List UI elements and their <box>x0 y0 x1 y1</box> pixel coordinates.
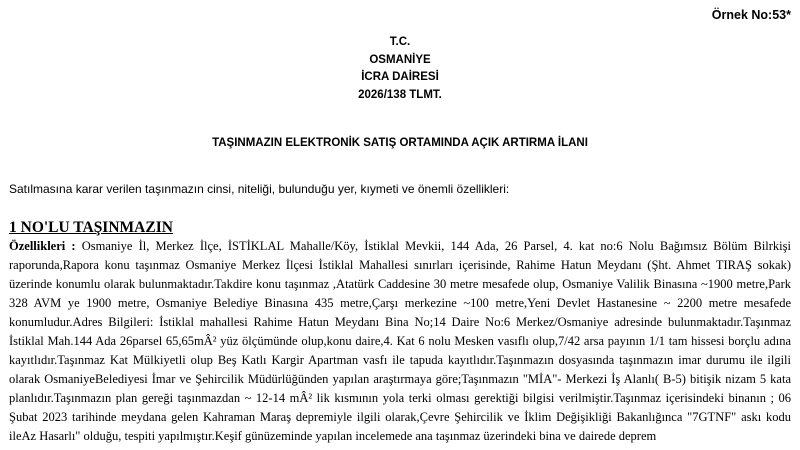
sample-number: Örnek No:53* <box>711 8 791 22</box>
header-line-city: OSMANİYE <box>369 53 431 66</box>
features-text: Osmaniye İl, Merkez İlçe, İSTİKLAL Mahalle/Köy, İstiklal Mevkii, 144 Ada, 26 Parsel, 4. kat no:6 Nolu Bağımsız Bölüm Bilrkişi raporunda,Rapora konu taşınmaz Osmaniye Merkez İlçesi İstiklal Mahallesi sınırları içerisinde, Rahime Hatun Meydanı (Şht. Ahmet TIRAŞ sokak) üzerinde konumlu olarak bulunmaktadır.Takdire konu taşınmaz ,Atatürk Caddesine 30 metre mesafede olup, Osmaniye Valilik Binasına ~1900 metre,Park 328 AVM ye 1900 metre, Osmaniye Belediye Binasına 435 metre,Çarşı merkezine ~100 metre,Yeni Devlet Hastanesine ~ 2200 metre mesafede konumludur.Adres Bilgileri: İstiklal mahallesi Rahime Hatun Meydanı Bina No;14 Daire No:6 Merkez/Osmaniye adresinde bulunmaktadır.Taşınmaz İstiklal Mah.144 Ada 26parsel 65,65mÂ² yüz ölçümünde olup,konu daire,4. Kat 6 nolu Mesken vasıflı olup,7/42 arsa payının 1/1 tam hissesi borçlu adına kayıtlıdır.Taşınmaz Kat Mülkiyetli olup Beş Katlı Kargir Apartman vasfı ile tapuda kayıtlıdır.Taşınmazın dosyasında taşınmazın imar durumu ile ilgili olarak OsmaniyeBelediyesi İmar ve Şehircilik Müdürlüğünden yapılan araştırmaya göre;Taşınmazın "MİA"- Merkezi İş Alanlı( B-5) bitişik nizam 5 kata planlıdır.Taşınmazın plan gereği taşınmazdan ~ 12-14 mÂ² lik kısmının yola terki olması gerektiği bilgisi verilmiştir.Taşınmaz içerisindeki binanın ; 06 Şubat 2023 tarihinde meydana gelen Kahraman Maraş depremiyle ilgili olarak,Çevre Şehircilik ve İklim Değişikliği Bakanlığınca "7GTNF" askı kodu ileAz Hasarlı" olduğu, tespiti yapılmıştır.Keşif günüzeminde yapılan incelemede ana taşınmaz üzerindeki bina ve dairede deprem <box>9 239 791 443</box>
property-title: 1 NO'LU TAŞINMAZIN <box>9 219 173 236</box>
property-features <box>9 237 791 446</box>
header-line-file-no: 2026/138 TLMT. <box>358 88 442 101</box>
intro-text: Satılmasına karar verilen taşınmazın cinsi, niteliği, bulunduğu yer, kıymeti ve önemli özellikleri: <box>9 182 510 196</box>
notice-title: TAŞINMAZIN ELEKTRONİK SATIŞ ORTAMINDA AÇIK ARTIRMA İLANI <box>212 137 588 149</box>
header-line-office: İCRA DAİRESİ <box>361 71 439 83</box>
header-line-tc: T.C. <box>389 36 411 48</box>
features-label: Özellikleri : <box>9 239 76 253</box>
court-header <box>0 34 800 104</box>
